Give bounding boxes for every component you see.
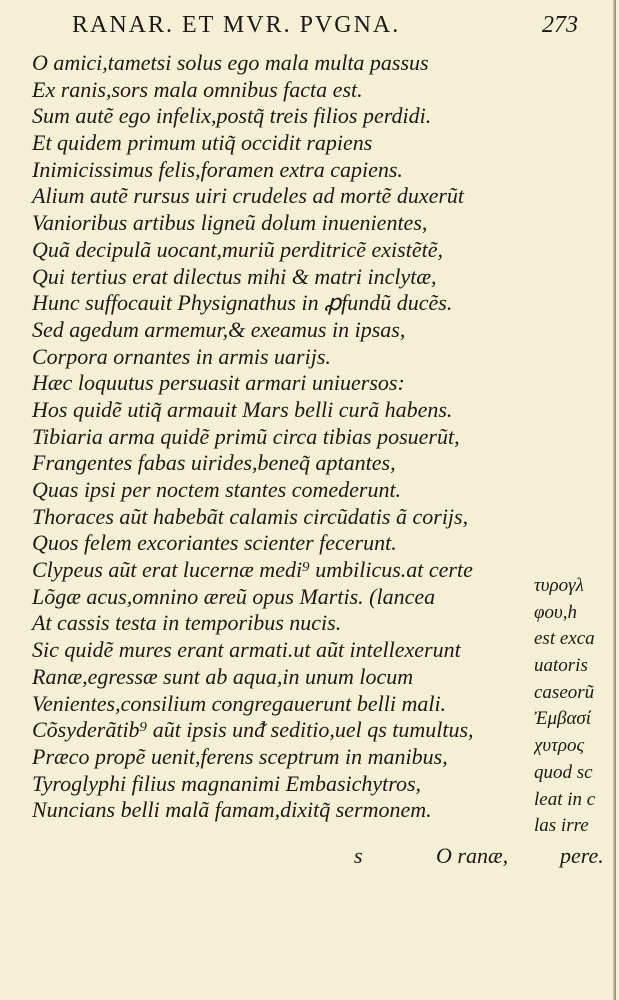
verse-line: Tyroglyphi filius magnanimi Embasichytros,	[32, 770, 422, 796]
verse-line: At cassis testa in temporibus nucis.	[32, 610, 342, 636]
margin-note-line: pere.	[560, 843, 604, 868]
verse-line: Vanioribus artibus ligneũ dolum inuenientes,	[32, 210, 428, 236]
signature-mark: s	[354, 843, 363, 868]
catchword: O ranæ,	[436, 843, 509, 868]
verse-line: Qui tertius erat dilectus mihi & matri inclytæ,	[32, 263, 437, 289]
margin-note-line: quod sc	[534, 761, 593, 783]
verse-line: Sum autẽ ego infelix,postq̃ treis filios perdidi.	[32, 103, 432, 129]
margin-gloss	[534, 573, 619, 840]
margin-note-line: las irre	[534, 815, 589, 837]
verse-line: Ranæ,egressæ sunt ab aqua,in unum locum	[32, 663, 414, 689]
page-header	[72, 12, 578, 48]
verse-line: O amici,tametsi solus ego mala multa passus	[32, 50, 429, 75]
verse-line: Et quidem primum utiq̃ occidit rapiens	[32, 130, 373, 156]
verse-line: Thoraces aũt habebãt calamis circũdatis ã corijs,	[32, 503, 469, 529]
verse-line: Nuncians belli malã famam,dixitq̃ sermonem.	[32, 797, 432, 823]
verse-line: Ex ranis,sors mala omnibus facta est.	[32, 76, 363, 102]
verse-line: Venientes,consilium congregauerunt belli mali.	[32, 690, 447, 716]
verse-line: Sic quidẽ mures erant armati.ut aũt intellexerunt	[32, 637, 461, 663]
margin-note-line: φου,h	[534, 601, 577, 623]
verse-line: Corpora ornantes in armis uarijs.	[32, 343, 331, 369]
verse-text	[32, 50, 532, 824]
margin-note-line: uatoris	[534, 655, 588, 677]
verse-line: Cõsyderãtib⁹ aũt ipsis unᵭ seditio,uel qs tumultus,	[32, 717, 474, 743]
margin-note-line: τυρογλ	[534, 575, 584, 596]
catchword-line	[0, 843, 619, 870]
page-number: 273	[542, 12, 578, 38]
verse-line: Frangentes fabas uirides,beneq̃ aptantes,	[32, 450, 396, 476]
verse-line: Lõgæ acus,omnino æreũ opus Martis. (lancea	[32, 583, 436, 609]
margin-note-line: est exca	[534, 628, 595, 650]
verse-line: Sed agedum armemur,& exeamus in ipsas,	[32, 316, 406, 342]
verse-line: Clypeus aũt erat lucernæ medi⁹ umbilicus.at certe	[32, 557, 473, 583]
verse-line: Hos quidẽ utiq̃ armauit Mars belli curã habens.	[32, 396, 453, 422]
verse-line: Hunc suffocauit Physignathus in ꝓfundũ ducẽs.	[32, 290, 453, 316]
verse-line: Quos felem excoriantes scienter fecerunt.	[32, 530, 397, 556]
verse-line: Tibiaria arma quidẽ primũ circa tibias posuerũt,	[32, 423, 460, 449]
margin-note-line: Ἐμβασί	[534, 708, 592, 730]
verse-line: Inimicissimus felis,foramen extra capiens.	[32, 156, 403, 182]
verse-line: Quas ipsi per noctem stantes comederunt.	[32, 477, 402, 502]
margin-note-line: leat in c	[534, 788, 596, 810]
verse-line: Præco propẽ uenit,ferens sceptrum in manibus,	[32, 743, 448, 769]
verse-line: Alium autẽ rursus uiri crudeles ad mortẽ duxerũt	[32, 183, 465, 209]
running-head: RANAR. ET MVR. PVGNA.	[72, 12, 401, 38]
page-edge	[613, 0, 616, 1000]
verse-line: Hæc loquutus persuasit armari uniuersos:	[32, 370, 405, 396]
margin-note-line: caseorũ	[534, 681, 595, 703]
verse-line: Quã decipulã uocant,muriũ perditricẽ existẽtẽ,	[32, 236, 443, 262]
margin-note-line: χυτρος	[534, 735, 585, 757]
